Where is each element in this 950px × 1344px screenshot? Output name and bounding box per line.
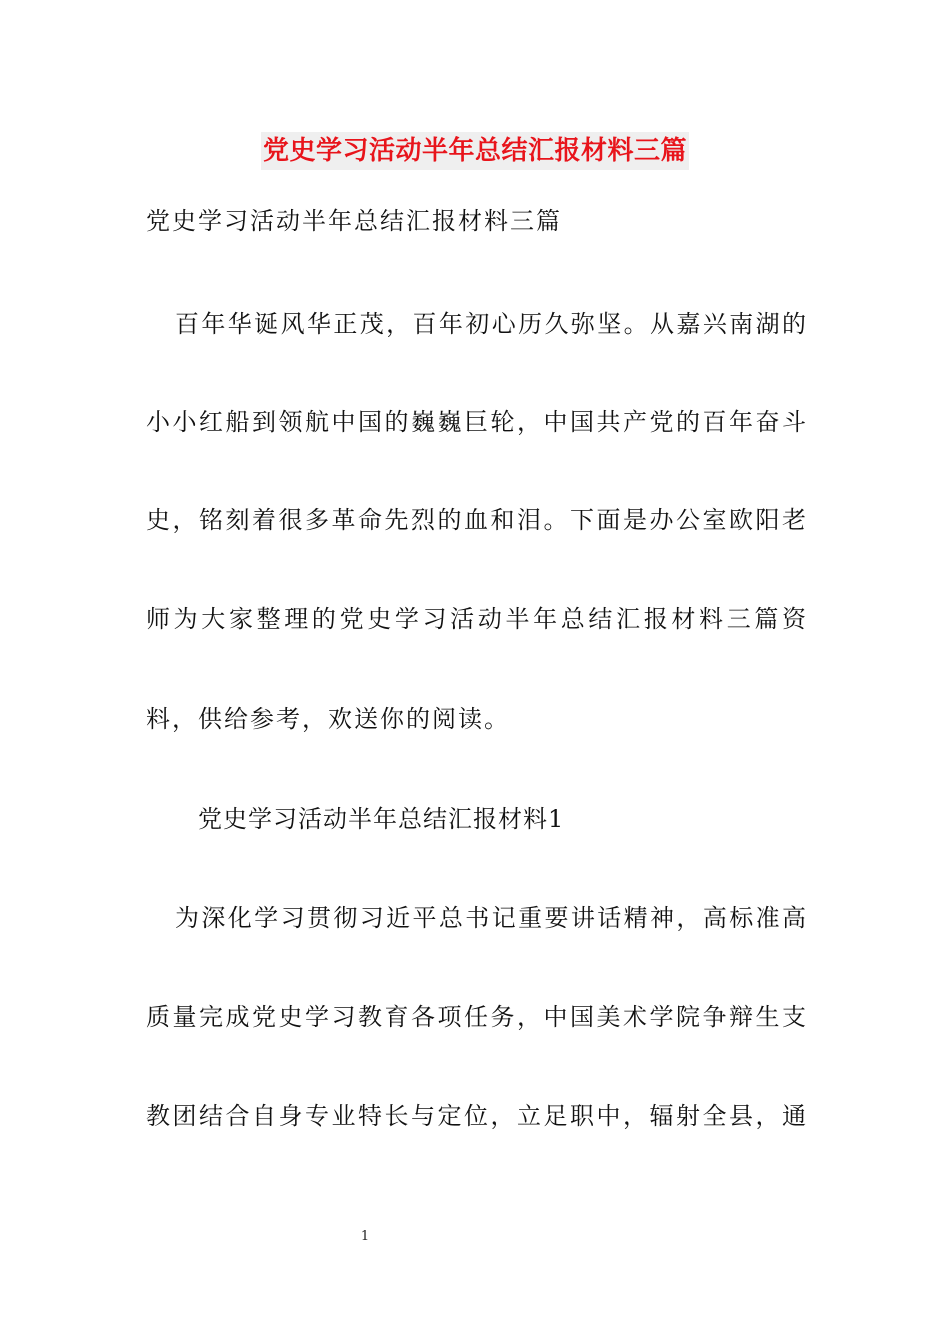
paragraph-line-4: 师为大家整理的党史学习活动半年总结汇报材料三篇资	[146, 605, 806, 633]
paragraph-line-3: 史，铭刻着很多革命先烈的血和泪。下面是办公室欧阳老	[146, 506, 806, 534]
section-heading-1: 党史学习活动半年总结汇报材料1	[198, 805, 565, 833]
document-title: 党史学习活动半年总结汇报材料三篇	[261, 132, 689, 170]
paragraph-line-7: 质量完成党史学习教育各项任务，中国美术学院争辩生支	[146, 1003, 806, 1031]
page-number: 1	[360, 1229, 370, 1244]
title-container	[0, 132, 950, 170]
document-subtitle: 党史学习活动半年总结汇报材料三篇	[146, 207, 562, 235]
paragraph-line-1: 百年华诞风华正茂，百年初心历久弥坚。从嘉兴南湖的	[175, 310, 806, 338]
paragraph-line-2: 小小红船到领航中国的巍巍巨轮，中国共产党的百年奋斗	[146, 408, 806, 436]
paragraph-line-8: 教团结合自身专业特长与定位，立足职中，辐射全县，通	[146, 1102, 806, 1130]
paragraph-line-5: 料，供给参考，欢送你的阅读。	[146, 705, 510, 733]
paragraph-line-6: 为深化学习贯彻习近平总书记重要讲话精神，高标准高	[175, 904, 806, 932]
